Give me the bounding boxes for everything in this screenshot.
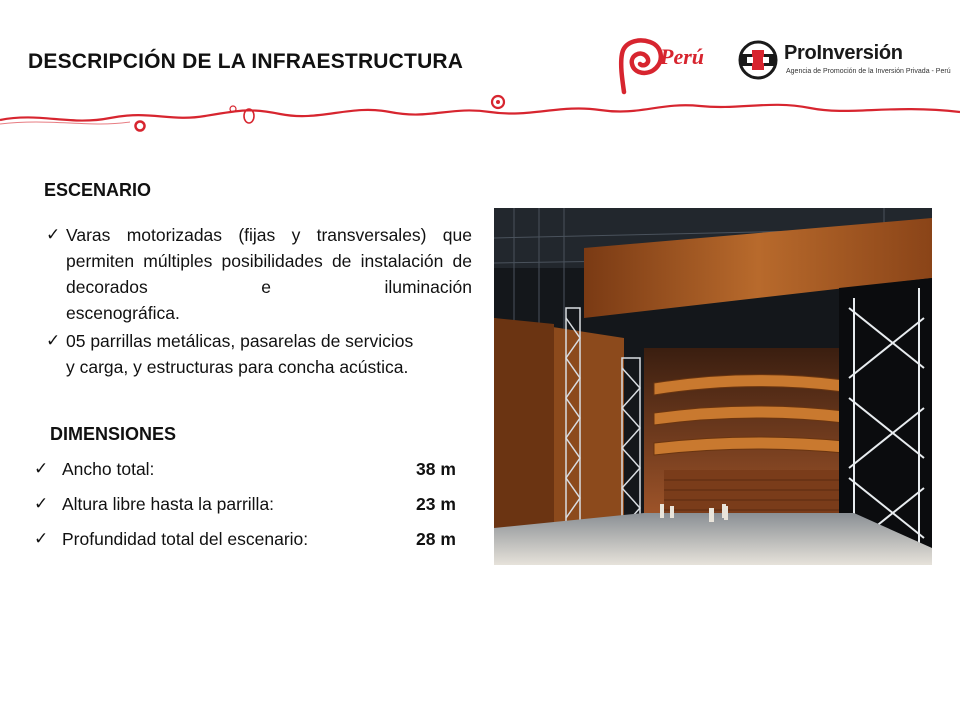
page-title: DESCRIPCIÓN DE LA INFRAESTRUCTURA (28, 50, 464, 73)
checkmark-icon: ✓ (46, 225, 61, 245)
bullet-text-continued: escenográfica. (66, 303, 180, 323)
checkmark-icon: ✓ (34, 529, 49, 549)
svg-text:Perú: Perú (660, 44, 704, 69)
section-heading-dimensiones: DIMENSIONES (50, 424, 177, 444)
decorative-wave-line (0, 82, 960, 142)
bullet-text: Varas motorizadas (fijas y transversales) que permiten múltiples posibilidades de instalación de decorados e iluminación (66, 225, 472, 297)
checkmark-icon: ✓ (34, 459, 49, 479)
proinversion-emblem-icon (738, 40, 778, 80)
dimension-row (34, 526, 474, 561)
stage-illustration (494, 208, 932, 565)
bullet-text-continued: y carga, y estructuras para concha acústica. (66, 357, 409, 377)
marca-peru-logo (610, 34, 720, 96)
dimension-label: Altura libre hasta la parrilla: (62, 494, 275, 514)
theater-stage-photo (494, 208, 932, 565)
dimension-label: Profundidad total del escenario: (62, 529, 309, 549)
bullet-text: 05 parrillas metálicas, pasarelas de servicios (66, 331, 414, 351)
list-item (36, 222, 472, 326)
dimension-value: 23 m (416, 494, 456, 514)
proinversion-name: ProInversión (784, 42, 903, 64)
checkmark-icon: ✓ (34, 494, 49, 514)
dimension-row (34, 491, 474, 526)
dimension-row (34, 456, 474, 491)
dimension-label: Ancho total: (62, 459, 155, 479)
escenario-bullet-list (36, 222, 472, 380)
section-heading-escenario: ESCENARIO (44, 180, 152, 200)
dimensiones-list (34, 456, 474, 561)
checkmark-icon: ✓ (46, 331, 61, 351)
list-item (36, 328, 472, 380)
dimension-value: 28 m (416, 529, 456, 549)
proinversion-logo (738, 40, 951, 84)
dimension-value: 38 m (416, 459, 456, 479)
proinversion-tagline: Agencia de Promoción de la Inversión Privada - Perú (786, 68, 951, 75)
